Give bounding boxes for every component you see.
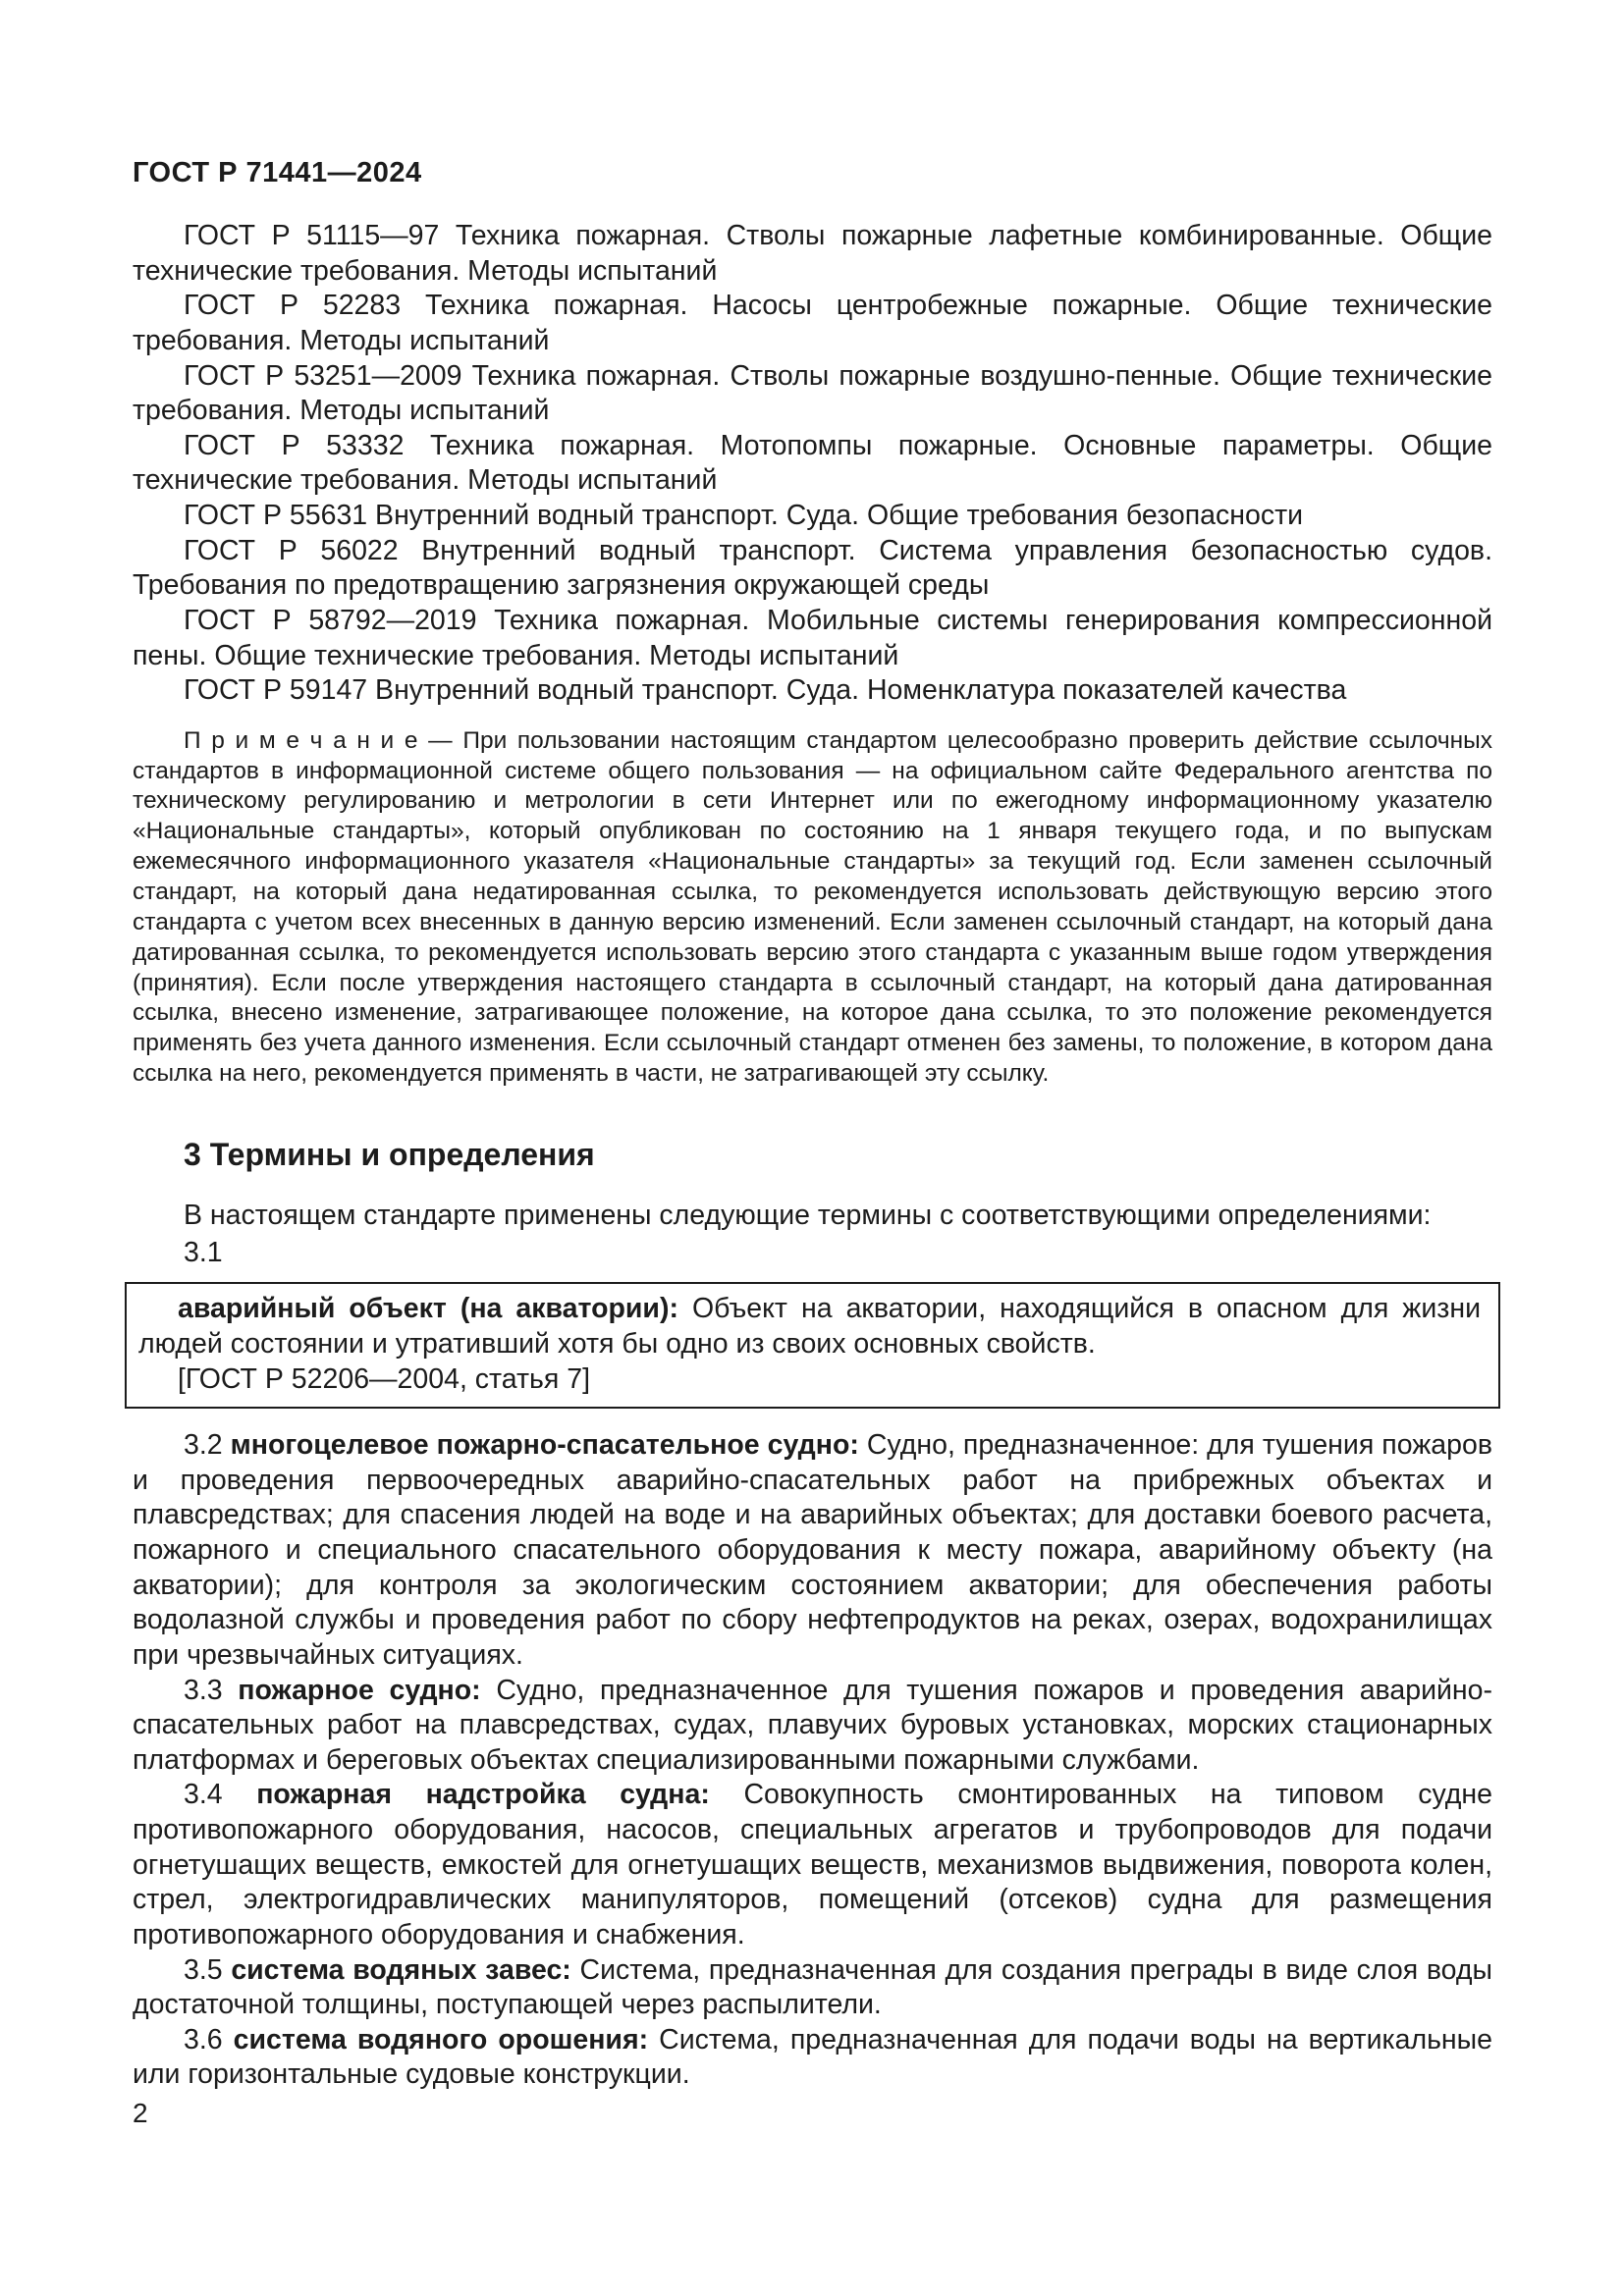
reference-item-7: ГОСТ Р 58792—2019 Техника пожарная. Мобильные системы генерирования компрессионной пены. Общие технические требования. Методы испытаний [133,604,1492,671]
term-name: система водяного орошения: [233,2023,649,2056]
reference-item-4: ГОСТ Р 53332 Техника пожарная. Мотопомпы пожарные. Основные параметры. Общие технические требования. Методы испытаний [133,429,1492,497]
term-name: пожарное судно: [238,1674,481,1706]
boxed-term-name: аварийный объект (на акватории): [178,1293,678,1325]
term-item-3-2 [133,1428,1492,1673]
boxed-definition-text [138,1292,1481,1362]
term-name: система водяных завес: [231,1953,571,1986]
section-intro: В настоящем стандарте применены следующие термины с соответствующими определениями: [184,1200,1432,1232]
term-definition: Судно, предназначенное для тушения пожаров и проведения аварийно-спасательных работ на плавсредствах, судах, плавучих буровых установках, морских стационарных платформах и береговых объектах специализированными пожарными службами. [133,1674,1493,1776]
term-name: многоцелевое пожарно-спасательное судно: [230,1429,859,1462]
term-item-3-3 [133,1674,1492,1779]
boxed-definition [125,1282,1500,1409]
term-definition: Система, предназначенная для создания преграды в виде слоя воды достаточной толщины, поступающей через распылители. [133,1953,1492,2021]
boxed-term-definition: Объект на акватории, находящийся в опасном для жизни людей состоянии и утративший хотя бы одно из своих основных свойств. [138,1293,1481,1360]
reference-item-2: ГОСТ Р 52283 Техника пожарная. Насосы центробежные пожарные. Общие технические требования. Методы испытаний [133,290,1492,356]
boxed-definition-source: [ГОСТ Р 52206—2004, статья 7] [178,1362,591,1395]
term-name: пожарная надстройка судна: [256,1779,710,1811]
term-item-3-5 [133,1953,1492,2023]
term-number: 3.6 [184,2023,223,2056]
term-item-3-6 [133,2023,1492,2093]
note-paragraph: П р и м е ч а н и е — При пользовании настоящим стандартом целесообразно проверить действие ссылочных стандартов в информационной системе общего пользования — на официальном сайте Федерального агентства по техническому регулированию и метрологии в сети Интернет или по ежегодному информационному указателю «Национальные стандарты», который опубликован по состоянию на 1 января текущего года, и по выпускам ежемесячного информационного указателя «Национальные стандарты» за текущий год. Если заменен ссылочный стандарт, на который дана недатированная ссылка, то рекомендуется использовать действующую версию этого стандарта с учетом всех внесенных в данную версию изменений. Если заменен ссылочный стандарт, на который дана датированная ссылка, то рекомендуется использовать версию этого стандарта с указанным выше годом утверждения (принятия). Если после утверждения настоящего стандарта в ссылочный стандарт, на который дана датированная ссылка, внесено изменение, затрагивающее положение, на которое дана ссылка, то это положение рекомендуется применять без учета данного изменения. Если ссылочный стандарт отменен без замены, то положение, в котором дана ссылка на него, рекомендуется применять в части, не затрагивающей эту ссылку. [133,726,1492,1088]
section-title: 3 Термины и определения [184,1137,595,1173]
term-item-3-4 [133,1778,1492,1952]
term-definition: Совокупность смонтированных на типовом судне противопожарного оборудования, насосов, специальных агрегатов и трубопроводов для подачи огнетушащих веществ, емкостей для огнетушащих веществ, механизмов выдвижения, поворота колен, стрел, электрогидравлических манипуляторов, помещений (отсеков) судна для размещения противопожарного оборудования и снабжения. [133,1779,1492,1950]
item-number-3-1: 3.1 [184,1236,223,1268]
page-number: 2 [133,2098,148,2128]
reference-item-6: ГОСТ Р 56022 Внутренний водный транспорт. Система управления безопасностью судов. Требования по предотвращению загрязнения окружающей среды [133,534,1492,602]
reference-item-3: ГОСТ Р 53251—2009 Техника пожарная. Стволы пожарные воздушно-пенные. Общие технические требования. Методы испытаний [133,359,1492,427]
document-header: ГОСТ Р 71441—2024 [133,157,422,188]
term-number: 3.3 [184,1674,223,1706]
term-definition: Судно, предназначенное: для тушения пожаров и проведения первоочередных аварийно-спасательных работ на прибрежных объектах и плавсредствах; для спасения людей на воде и на аварийных объектах; для доставки боевого расчета, пожарного и специального спасательного оборудования к месту пожара, аварийному объекту (на акватории); для контроля за экологическим состоянием акватории; для обеспечения работы водолазной службы и проведения работ по сбору нефтепродуктов на реках, озерах, водохранилищах при чрезвычайных ситуациях. [133,1429,1492,1671]
term-number: 3.5 [184,1953,223,1986]
reference-item-1: ГОСТ Р 51115—97 Техника пожарная. Стволы пожарные лафетные комбинированные. Общие технические требования. Методы испытаний [133,220,1492,287]
term-number: 3.4 [184,1779,223,1811]
term-number: 3.2 [184,1429,223,1462]
reference-item-5: ГОСТ Р 55631 Внутренний водный транспорт. Суда. Общие требования безопасности [184,500,1304,531]
reference-item-8: ГОСТ Р 59147 Внутренний водный транспорт. Суда. Номенклатура показателей качества [184,674,1347,707]
term-definition: Система, предназначенная для подачи воды на вертикальные или горизонтальные судовые конструкции. [133,2023,1492,2091]
